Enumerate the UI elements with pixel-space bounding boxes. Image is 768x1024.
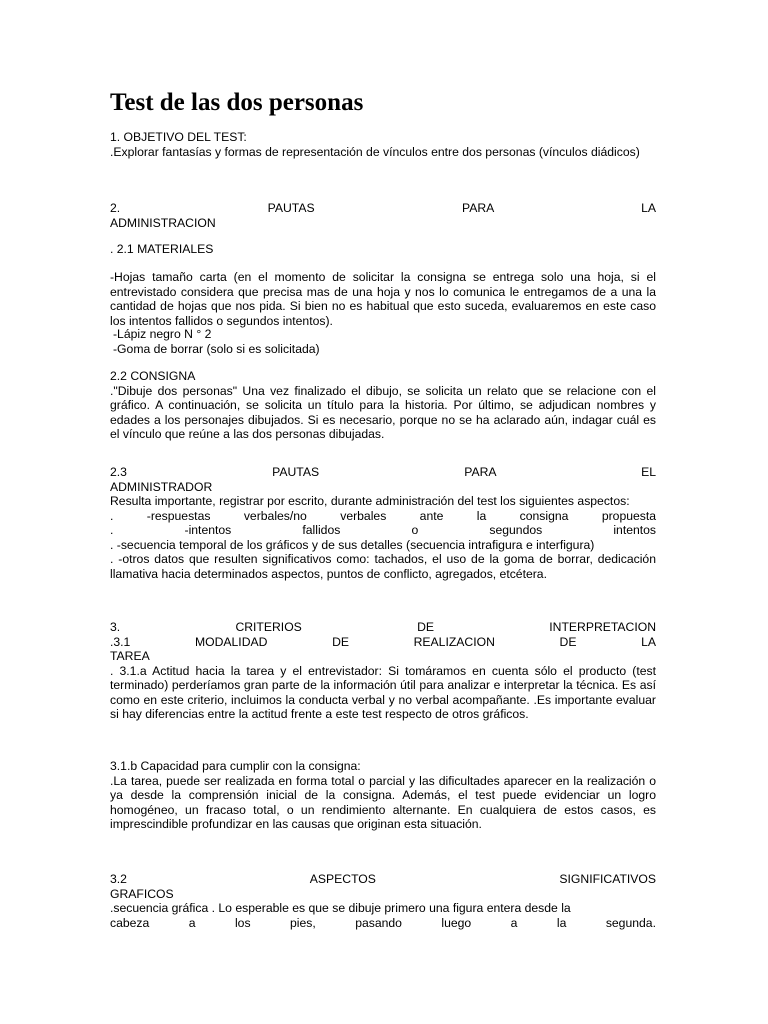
section-heading: 2.3 PAUTAS PARA EL xyxy=(110,465,657,479)
subsection-heading: 2.2 CONSIGNA xyxy=(110,369,196,383)
section-materiales xyxy=(110,242,656,257)
section-pautas-administracion xyxy=(110,201,656,230)
section-heading-continued: GRAFICOS xyxy=(110,886,174,901)
paragraph: .La tarea, puede ser realizada en forma total o parcial y las dificultades aparecer en la realización o ya desde la comprensión inicial de la consigna. Además, el test puede evidenciar un logro homogéneo, un fracaso total, o un rendimiento alternante. En cualquiera de estos casos, es imprescindible profundizar en las causas que originan esta situación. xyxy=(110,773,656,831)
list-item: -Lápiz negro N ° 2 xyxy=(113,327,212,341)
section-capacidad xyxy=(110,759,656,832)
section-criterios xyxy=(110,620,656,722)
subsection-heading-continued: TAREA xyxy=(110,649,150,663)
paragraph: ."Dibuje dos personas" Una vez finalizado el dibujo, se solicita un relato que se relacione con el gráfico. A continuación, se solicita un título para la historia. Por último, se adjudican nombres y edades a los personajes dibujados. Si es necesario, porque no se ha aclarado aún, indagar cuál es el vínculo que reúne a las dos personas dibujadas. xyxy=(110,383,656,441)
section-heading: 1. OBJETIVO DEL TEST: xyxy=(110,130,247,144)
section-heading: 3.2 ASPECTOS SIGNIFICATIVOS xyxy=(110,872,657,886)
list-item: . -intentos fallidos o segundos intentos xyxy=(110,523,657,537)
list-item: . -otros datos que resulten significativos como: tachados, el uso de la goma de borrar, dedicación llamativa hacia determinados aspectos, puntos de conflicto, agregados, etcétera. xyxy=(110,552,656,581)
section-objetivo xyxy=(110,130,656,159)
subsection-heading: . 2.1 MATERIALES xyxy=(110,242,214,256)
section-pautas-administrador xyxy=(110,465,656,581)
materials-list xyxy=(110,327,656,356)
section-heading: 3. CRITERIOS DE INTERPRETACION xyxy=(110,620,657,634)
paragraph: -Hojas tamaño carta (en el momento de solicitar la consigna se entrega solo una hoja, si el entrevistado considera que precisa mas de una hoja y nos lo comunica le entregamos de a una la cantidad de hojas que nos pida. Si bien no es habitual que esto suceda, evaluaremos en este caso los intentos fallidos o segundos intentos). xyxy=(110,270,656,328)
list-item: . -secuencia temporal de los gráficos y de sus detalles (secuencia intrafigura e interfigura) xyxy=(110,537,595,552)
paragraph: .secuencia gráfica . Lo esperable es que se dibuje primero una figura entera desde la xyxy=(110,901,571,915)
list-item: -Goma de borrar (solo si es solicitada) xyxy=(113,341,320,356)
section-heading: 2. PAUTAS PARA LA xyxy=(110,201,657,215)
section-consigna xyxy=(110,369,656,442)
subsection-heading: .3.1 MODALIDAD DE REALIZACION DE LA xyxy=(110,634,657,649)
paragraph: Resulta importante, registrar por escrito, durante administración del test los siguientes aspectos: xyxy=(110,494,630,508)
section-heading-continued: ADMINISTRADOR xyxy=(110,479,213,494)
subsection-heading: 3.1.b Capacidad para cumplir con la consigna: xyxy=(110,759,361,773)
paragraph: . 3.1.a Actitud hacia la tarea y el entrevistador: Si tomáramos en cuenta sólo el producto (test terminado) perderíamos gran parte de la información útil para analizar e interpretar la técnica. Es así como en este criterio, incluimos la conducta verbal y no verbal acompañante. .Es importante evaluar si hay diferencias entre la actitud frente a este test respecto de otros gráficos. xyxy=(110,663,656,721)
paragraph-last-line: cabeza a los pies, pasando luego a la segunda. xyxy=(110,915,656,930)
section-heading-continued: ADMINISTRACION xyxy=(110,215,216,230)
document-title: Test de las dos personas xyxy=(110,89,364,116)
list-item: . -respuestas verbales/no verbales ante la consigna propuesta xyxy=(110,508,657,523)
paragraph: .Explorar fantasías y formas de representación de vínculos entre dos personas (vínculos diádicos) xyxy=(110,144,640,159)
section-aspectos-graficos xyxy=(110,872,656,930)
